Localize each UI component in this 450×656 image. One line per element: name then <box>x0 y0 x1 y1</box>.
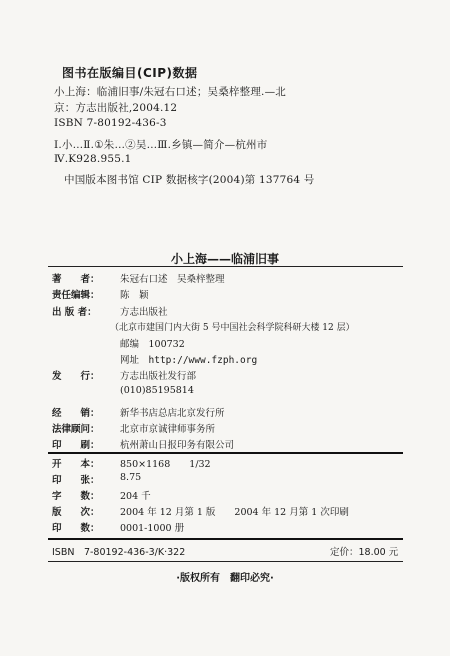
publisher-value: 方志出版社 <box>120 307 168 318</box>
author-label: 著 者： <box>52 274 100 285</box>
legal-value: 北京市京诚律师事务所 <box>120 424 216 435</box>
divider <box>48 266 403 267</box>
publisher-address: （北京市建国门内大街 5 号中国社会科学院科研大楼 12 层） <box>110 323 355 333</box>
phone: (010)85195814 <box>120 385 194 396</box>
edition-value: 2004 年 12 月第 1 版 2004 年 12 月第 1 次印刷 <box>120 507 349 518</box>
sheets-value: 8.75 <box>120 472 142 483</box>
printer-label: 印 刷： <box>52 440 100 451</box>
printer-value: 杭州萧山日报印务有限公司 <box>120 440 235 451</box>
postcode: 邮编 100732 <box>120 339 185 350</box>
cip-line: Ⅰ.小…Ⅱ.①朱…②吴…Ⅲ.乡镇—简介—杭州市 <box>54 139 268 151</box>
words-value: 204 千 <box>120 491 151 502</box>
dealer-value: 新华书店总店北京发行所 <box>120 408 225 419</box>
distribution-value: 方志出版社发行部 <box>120 371 197 382</box>
legal-label: 法律顾问： <box>52 424 100 435</box>
cip-heading: 图书在版编目(CIP)数据 <box>62 66 198 80</box>
divider <box>48 538 403 540</box>
cip-line: 小上海：临浦旧事/朱冠右口述；吴桑梓整理.—北 <box>54 86 286 98</box>
sheets-label: 印 张： <box>52 475 100 486</box>
divider <box>48 452 403 454</box>
isbn-full: ISBN 7-80192-436-3/K·322 <box>52 547 186 558</box>
cip-line: Ⅳ.K928.955.1 <box>54 153 132 165</box>
divider <box>48 561 403 562</box>
words-label: 字 数： <box>52 491 100 502</box>
editor-label: 责任编辑： <box>52 290 100 301</box>
format-label: 开 本： <box>52 459 100 470</box>
print-run-label: 印 数： <box>52 523 100 534</box>
cip-line: ISBN 7-80192-436-3 <box>54 117 167 129</box>
distribution-label: 发 行： <box>52 371 100 382</box>
author-value: 朱冠右口述 吴桑梓整理 <box>120 274 225 285</box>
book-title: 小上海——临浦旧事 <box>170 252 279 266</box>
price: 定价：18.00 元 <box>330 547 399 558</box>
print-run-value: 0001-1000 册 <box>120 523 185 534</box>
cip-data-number: 中国版本图书馆 CIP 数据核字(2004)第 137764 号 <box>64 174 315 186</box>
website: 网址 http://www.fzph.org <box>120 355 258 366</box>
format-value: 850×1168 1/32 <box>120 459 211 470</box>
copyright-notice: ·版权所有 翻印必究· <box>176 573 274 584</box>
dealer-label: 经 销： <box>52 408 100 419</box>
publisher-label: 出 版 者： <box>52 307 97 318</box>
editor-value: 陈 颖 <box>120 290 149 301</box>
cip-line: 京：方志出版社,2004.12 <box>54 102 178 114</box>
edition-label: 版 次： <box>52 507 100 518</box>
